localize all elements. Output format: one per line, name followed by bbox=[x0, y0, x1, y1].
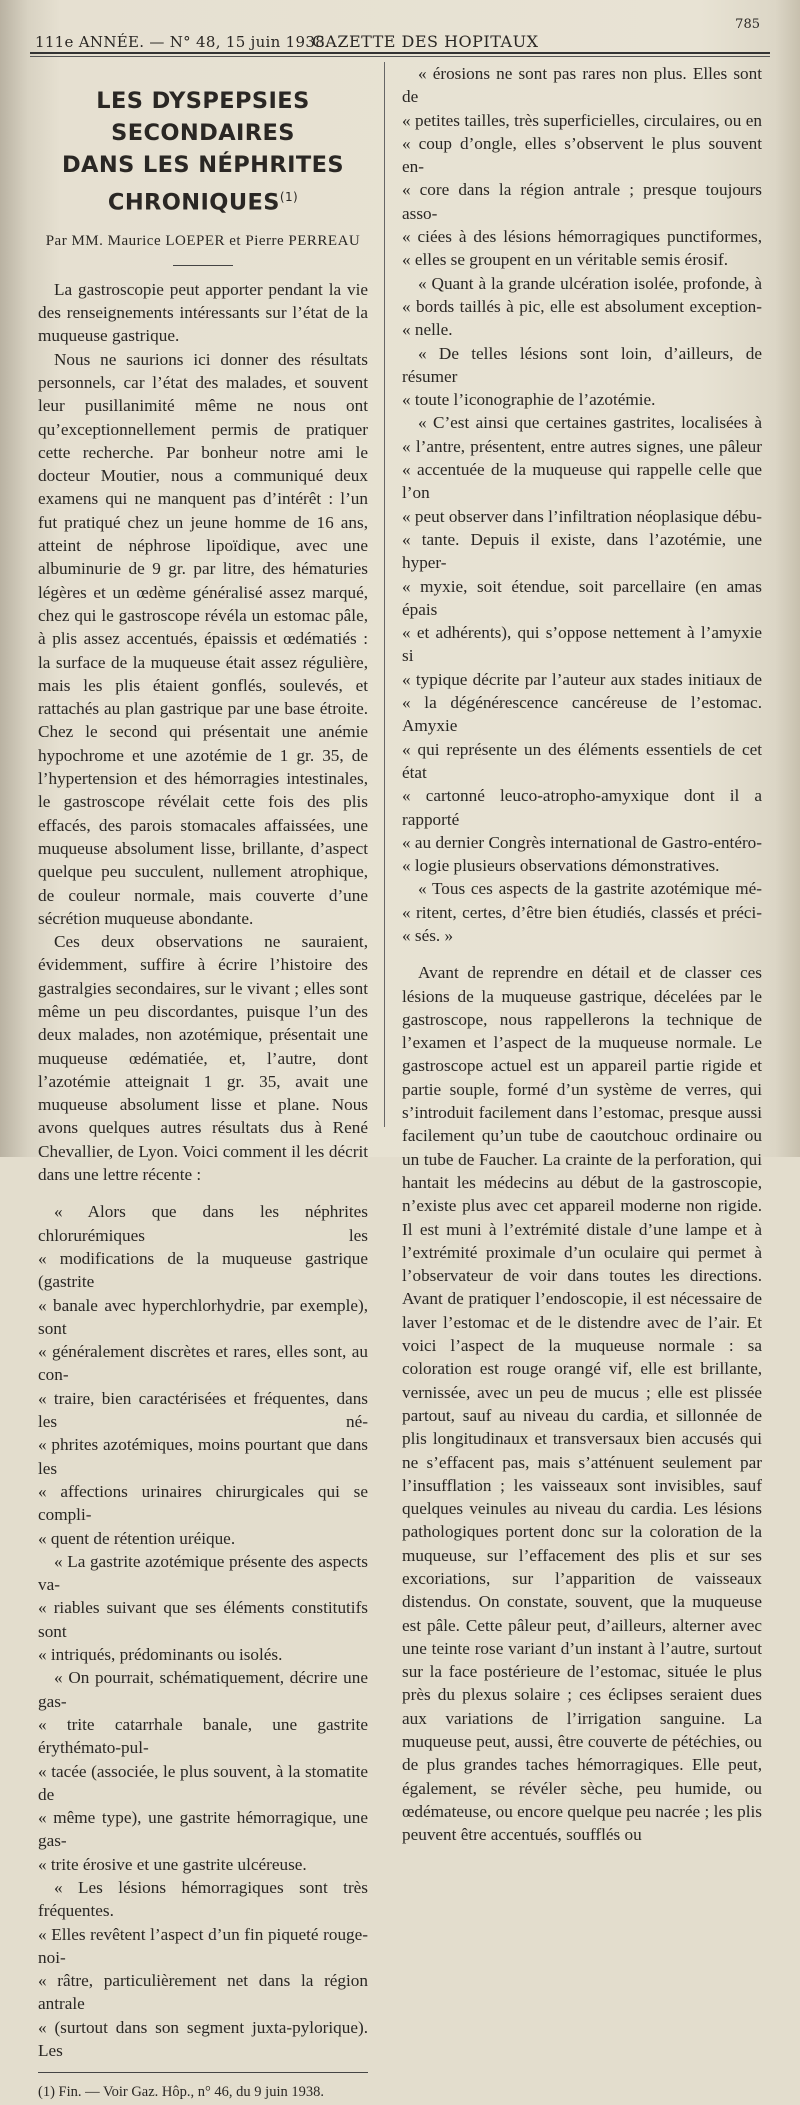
byline: Par MM. Maurice LOEPER et Pierre PERREAU bbox=[45, 232, 361, 249]
quote-line: « trite catarrhale banale, une gastrite érythémato-pul- bbox=[38, 1714, 368, 1758]
quote-line: « coup d’ongle, elles s’observent le plus souvent en- bbox=[402, 133, 762, 177]
page-number: 785 bbox=[735, 17, 760, 32]
header-rule bbox=[30, 52, 770, 54]
article-title bbox=[38, 85, 368, 219]
quote-line: « érosions ne sont pas rares non plus. Elles sont de bbox=[402, 64, 762, 107]
quote-line: « banale avec hyperchlorhydrie, par exemple), sont bbox=[38, 1295, 368, 1338]
quote-line: « core dans la région antrale ; presque toujours asso- bbox=[402, 180, 762, 223]
quote-block bbox=[402, 272, 762, 342]
quote-line: « C’est ainsi que certaines gastrites, localisées à bbox=[418, 413, 762, 433]
issue-number: 111 bbox=[35, 33, 65, 51]
quote-line: « petites tailles, très superficielles, circulaires, ou en bbox=[402, 110, 762, 130]
title-line-1: LES DYSPEPSIES SECONDAIRES bbox=[96, 88, 310, 146]
footnote: (1) Fin. — Voir Gaz. Hôp., n° 46, du 9 juin 1938. bbox=[38, 2084, 324, 2101]
quote-block bbox=[38, 1666, 368, 1876]
quote-line: « traire, bien caractérisées et fréquentes, dans les né- bbox=[38, 1388, 368, 1432]
quote-block bbox=[402, 342, 762, 412]
quote-line: « phrites azotémiques, moins pourtant que dans les bbox=[38, 1435, 368, 1478]
quote-line: « ritent, certes, d’être bien étudiés, classés et préci- bbox=[402, 902, 762, 922]
quote-line: « râtre, particulièrement net dans la région antrale bbox=[38, 1971, 368, 2014]
footnote-rule bbox=[38, 2072, 368, 2073]
quote-block bbox=[402, 877, 762, 947]
quote-line: « qui représente un des éléments essentiels de cet état bbox=[402, 739, 762, 782]
quote-line: « généralement discrètes et rares, elles sont, au con- bbox=[38, 1342, 368, 1385]
quote-line: « typique décrite par l’auteur aux stades initiaux de bbox=[402, 669, 762, 689]
quote-line: « tante. Depuis il existe, dans l’azotémie, une hyper- bbox=[402, 529, 762, 573]
quote-line: « modifications de la muqueuse gastrique (gastrite bbox=[38, 1248, 368, 1292]
quote-line: « riables suivant que ses éléments constitutifs sont bbox=[38, 1598, 368, 1641]
quote-line: « ciées à des lésions hémorragiques punctiformes, bbox=[402, 227, 762, 247]
quote-line: « Tous ces aspects de la gastrite azotémique mé- bbox=[418, 879, 762, 899]
quote-line: « (surtout dans son segment juxta-pylorique). Les bbox=[38, 2017, 368, 2061]
quote-line: « quent de rétention uréique. bbox=[38, 1528, 236, 1548]
quote-line: « même type), une gastrite hémorragique, une gas- bbox=[38, 1808, 368, 1851]
quote-line: « l’antre, présentent, entre autres signes, une pâleur bbox=[402, 436, 762, 456]
quote-block bbox=[38, 1550, 368, 1666]
paragraph: La gastroscopie peut apporter pendant la vie des renseignements intéressants sur l’état de la muqueuse gastrique. bbox=[38, 279, 368, 346]
quote-line: « accentuée de la muqueuse qui rappelle celle que l’on bbox=[402, 460, 762, 503]
column-divider bbox=[384, 62, 385, 1127]
quote-line: « cartonné leuco-atropho-amyxique dont il a rapporté bbox=[402, 786, 762, 829]
issue-date: e ANNÉE. — N° 48, 15 juin 1938. bbox=[64, 33, 331, 51]
quote-block bbox=[38, 1200, 368, 1549]
quote-line: « au dernier Congrès international de Gastro-entéro- bbox=[402, 832, 762, 852]
page-header bbox=[30, 17, 785, 51]
quote-line: « tacée (associée, le plus souvent, à la stomatite de bbox=[38, 1761, 368, 1804]
issue-line bbox=[35, 33, 330, 51]
paragraph: Nous ne saurions ici donner des résultats personnels, car l’état des malades, et souvent leur pusillanimité même ne nous ont qu’exceptionnellement permis de pratiquer cette recherche. Par bonheur notre ami le docteur Moutier, nous a communiqué deux examens qui ne manquent pas d’intérêt : l’un fut pratiqué chez un jeune homme de 16 ans, atteint de néphrose lipoïdique, avec une albuminurie de 9 gr. par litre, des hématuries légères et un œdème généralisé assez marqué, chez qui le gastroscope révéla un estomac pâle, à plis assez accentués, épaissis et œdématiés : la surface de la muqueuse était assez régulière, mais les plis étaient gonflés, soulevés, et rattachés au plan gastrique par une base étroite. Chez le second qui présentait une anémie hypochrome et une azotémie de 1 gr. 35, de l’hypertension et des hémorragies intestinales, le gastroscope révélait cette fois des plis effacés, des parois stomacales affaissées, une muqueuse absolument lisse, brillante, d’aspect quelque peu succulent, nullement atrophique, de couleur normale, mais couverte d’une sécrétion muqueuse abondante. bbox=[38, 349, 368, 928]
quote-line: « sés. » bbox=[402, 925, 454, 945]
quote-line: « peut observer dans l’infiltration néoplasique débu- bbox=[402, 506, 762, 526]
quote-line: « nelle. bbox=[402, 320, 453, 340]
quote-line: « toute l’iconographie de l’azotémie. bbox=[402, 390, 656, 410]
title-separator bbox=[173, 265, 233, 266]
quote-line: « Elles revêtent l’aspect d’un fin piqueté rouge-noi- bbox=[38, 1924, 368, 1967]
quote-line: « la dégénérescence cancéreuse de l’estomac. Amyxie bbox=[402, 693, 762, 736]
quote-line: « et adhérents), qui s’oppose nettement à l’amyxie si bbox=[402, 623, 762, 666]
paragraph: Ces deux observations ne sauraient, évidemment, suffire à écrire l’histoire des gastralgies secondaires, sur le vivant ; elles sont même un peu discordantes, puisque l’un des deux malades, non azotémique, présentait une muqueuse œdématiée, et, l’autre, dont l’azotémie atteignait 1 gr. 35, avait une muqueuse absolument lisse et plane. Nous avons quelques autres résultats dus à René Chevallier, de Lyon. Voici comment il les décrit dans une lettre récente : bbox=[38, 932, 368, 1185]
right-column bbox=[402, 62, 762, 1847]
quote-line: « logie plusieurs observations démonstratives. bbox=[402, 856, 720, 876]
quote-line: « elles se groupent en un véritable semis érosif. bbox=[402, 250, 728, 270]
quote-line: « Quant à la grande ulcération isolée, profonde, à bbox=[418, 273, 762, 293]
paragraph: Avant de reprendre en détail et de classer ces lésions de la muqueuse gastrique, décelées par le gastroscope, nous rappellerons la technique de l’examen et l’aspect de la muqueuse normale. Le gastroscope actuel est un appareil partie rigide et partie souple, formé d’un système de verres, qui s’introduit facilement dans l’estomac, presque aussi facilement qu’un tube de caoutchouc ordinaire ou un tube de Faucher. La crainte de la perforation, qui hantait les médecins au début de la gastroscopie, n’existe plus avec cet appareil moderne non rigide. Il est muni à l’extrémité distale d’une lampe et à l’extrémité proximale d’un oculaire qui permet à l’observateur de voir dans toutes les directions. Avant de pratiquer l’endoscopie, il est nécessaire de laver l’estomac et de le distendre avec de l’air. Et voici l’aspect de la muqueuse normale : sa coloration est rouge orangé vif, elle est brillante, vernissée, avec un peu de mucus ; elle est plissée partout, sauf au niveau du cardia, et sillonnée de plis longitudinaux et transversaux bien accusés qui ne s’effacent pas, mais s’atténuent seulement par l’insufflation ; les vaisseaux sont invisibles, sauf quelques veinules au niveau du cardia. Les lésions pathologiques portent donc sur la coloration de la muqueuse, sur l’effacement des plis et sur ses excoriations, sur l’apparition de vaisseaux distendus. On constate, souvent, que la muqueuse est pâle. Cette pâleur peut, d’ailleurs, alterner avec une teinte rose variant d’un instant à l’autre, surtout sur la face postérieure de l’estomac, située le plus près du plexus solaire ; ces éclipses seraient dues aux variations de l’irrigation sanguine. La muqueuse peut, aussi, être couverte de pétéchies, ou de plus grandes taches hémorragiques. Elle peut, également, se révéler sèche, peu humide, ou œdémateuse, ou encore quelque peu nacrée ; les plis peuvent être accentués, soufflés ou bbox=[402, 963, 762, 1845]
quote-line: « Les lésions hémorragiques sont très fréquentes. bbox=[38, 1877, 368, 1921]
title-line-2: DANS LES NÉPHRITES CHRONIQUES bbox=[61, 152, 345, 216]
quote-line: « La gastrite azotémique présente des aspects va- bbox=[38, 1551, 368, 1595]
quote-line: « affections urinaires chirurgicales qui se compli- bbox=[38, 1481, 368, 1525]
quote-block bbox=[38, 1876, 368, 2062]
left-column bbox=[38, 70, 368, 2105]
quote-line: « bords taillés à pic, elle est absolument exception- bbox=[402, 296, 762, 316]
quote-block bbox=[402, 411, 762, 877]
quote-line: « trite érosive et une gastrite ulcéreuse. bbox=[38, 1854, 307, 1874]
quote-line: « Alors que dans les néphrites chlorurémiques les bbox=[38, 1202, 368, 1245]
quote-line: « On pourrait, schématiquement, décrire une gas- bbox=[38, 1668, 368, 1711]
header-rule-thin bbox=[30, 56, 770, 57]
quote-line: « myxie, soit étendue, soit parcellaire (en amas épais bbox=[402, 576, 762, 619]
quote-line: « De telles lésions sont loin, d’ailleurs, de résumer bbox=[402, 343, 762, 386]
title-footnote-marker: (1) bbox=[279, 190, 299, 204]
quote-block bbox=[402, 62, 762, 272]
journal-name: GAZETTE DES HOPITAUX bbox=[312, 32, 539, 51]
quote-line: « intriqués, prédominants ou isolés. bbox=[38, 1645, 283, 1665]
